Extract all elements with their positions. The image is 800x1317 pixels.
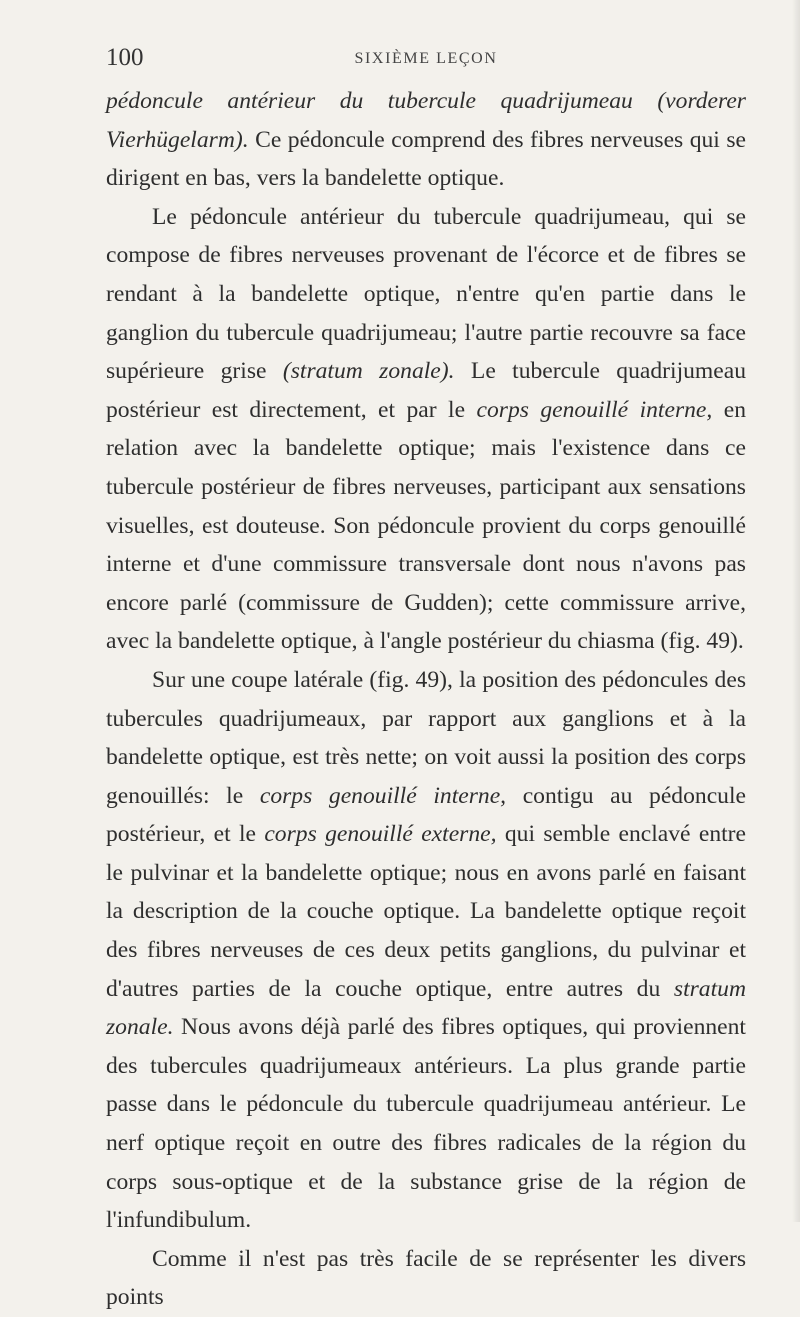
body-text	[106, 82, 746, 1317]
paragraph-1	[106, 82, 746, 198]
text-segment: contigu au pédoncule postérieur, et le	[106, 782, 746, 848]
text-segment: Comme il n'est pas très facile de se représenter les divers points	[106, 1245, 746, 1311]
text-segment: stratum zonale.	[106, 975, 746, 1041]
text-segment: Nous avons déjà parlé des fibres optiques, qui proviennent des tubercules quadrijumeaux antérieurs. La plus grande partie passe dans le pédoncule du tubercule quadrijumeau antérieur. Le nerf optique reçoit en outre des fibres radicales de la région du corps sous-optique et de la substance grise de la région de l'infundibulum.	[106, 1014, 746, 1234]
text-segment: Ce pédoncule comprend des fibres nerveuses qui se dirigent en bas, vers la bandelette optique.	[106, 126, 746, 192]
text-segment: qui semble enclavé entre le pulvinar et la bandelette optique; nous en avons parlé en faisant la description de la couche optique. La bandelette optique reçoit des fibres nerveuses de ces deux petits ganglions, du pulvinar et d'autres parties de la couche optique, entre autres du	[106, 821, 747, 1002]
text-segment: pédoncule antérieur du tubercule quadrijumeau (vorderer Vierhügelarm).	[106, 88, 746, 153]
text-segment: corps genouillé interne,	[259, 782, 507, 809]
text-segment: Le pédoncule antérieur du tubercule quadrijumeau, qui se compose de fibres nerveuses provenant de l'écorce et de fibres se rendant à la bandelette optique, n'entre qu'en partie dans le ganglion du tubercule quadrijumeau; l'autre partie recouvre sa face supérieure grise	[106, 203, 746, 385]
page-number: 100	[106, 44, 144, 71]
paragraph-2	[106, 198, 746, 661]
text-segment: corps genouillé externe,	[264, 821, 497, 848]
paragraph-3	[106, 661, 746, 1240]
page-header	[106, 44, 746, 74]
running-head: SIXIÈME LEÇON	[354, 50, 498, 67]
page-edge-shadow	[792, 0, 800, 1222]
text-segment: Sur une coupe latérale (fig. 49), la position des pédoncules des tubercules quadrijumeaux, par rapport aux ganglions et à la bandelette optique, est très nette; on voit aussi la position des corps genouillés: le	[106, 666, 746, 809]
text-segment: corps genouillé interne,	[476, 396, 713, 423]
text-segment: (stratum zonale).	[282, 358, 455, 385]
paragraph-4	[106, 1240, 746, 1317]
text-segment: en relation avec la bandelette optique; mais l'existence dans ce tubercule postérieur de fibres nerveuses, participant aux sensations visuelles, est douteuse. Son pédoncule provient du corps genouillé interne et d'une commissure transversale dont nous n'avons pas encore parlé (commissure de Gudden); cette commissure arrive, avec la bandelette optique, à l'angle postérieur du chiasma (fig. 49).	[106, 396, 746, 655]
text-segment: Le tubercule quadrijumeau postérieur est directement, et par le	[106, 358, 747, 423]
